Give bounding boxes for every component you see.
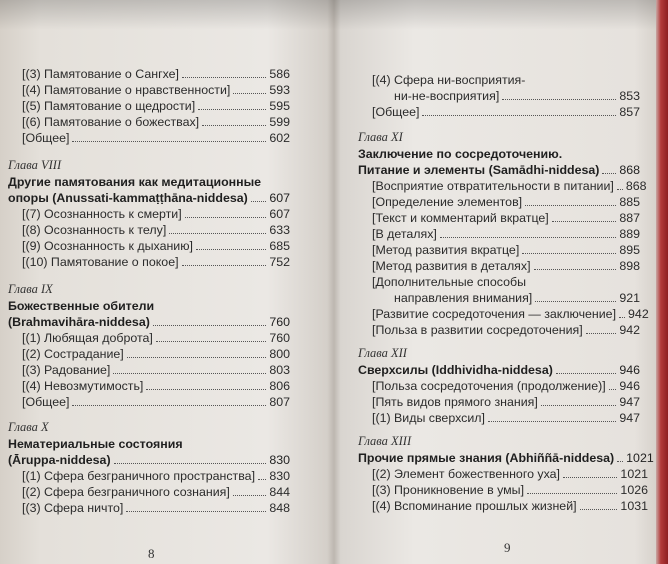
toc-entry bbox=[372, 322, 640, 338]
toc-entry bbox=[372, 242, 640, 258]
toc-entry bbox=[372, 394, 640, 410]
leader-dots bbox=[202, 125, 266, 126]
toc-entry-text: [(4) Невозмутимость] bbox=[22, 379, 144, 393]
right-page bbox=[340, 0, 656, 564]
toc-entry bbox=[22, 114, 290, 130]
leader-dots bbox=[127, 357, 267, 358]
toc-entry bbox=[372, 466, 648, 482]
toc-entry-page: 807 bbox=[269, 395, 290, 409]
toc-entry-page: 685 bbox=[269, 239, 290, 253]
toc-entry-page: 593 bbox=[269, 83, 290, 97]
toc-entry bbox=[372, 226, 640, 242]
toc-entry-text: [(1) Любящая доброта] bbox=[22, 331, 153, 345]
chapter-title-text: Прочие прямые знания (Abhiññā-niddesa) bbox=[358, 451, 615, 465]
toc-entry-page: 857 bbox=[619, 105, 640, 119]
toc-entry-text: [Дополнительные способы bbox=[372, 275, 526, 289]
toc-entry-text: [Общее] bbox=[372, 105, 420, 119]
toc-entry-text: [(9) Осознанность к дыханию] bbox=[22, 239, 193, 253]
toc-entry-text: [Определение элементов] bbox=[372, 195, 523, 209]
toc-entry-text: [(10) Памятование о покое] bbox=[22, 255, 179, 269]
toc-entry bbox=[22, 130, 290, 146]
chapter-page: 1021 bbox=[626, 451, 654, 465]
toc-entry bbox=[372, 498, 648, 514]
toc-entry bbox=[372, 210, 640, 226]
toc-entry-page: 760 bbox=[269, 331, 290, 345]
toc-entry bbox=[22, 378, 290, 394]
toc-entry-page: 921 bbox=[619, 291, 640, 305]
toc-entry-text: [Польза сосредоточения (продолжение)] bbox=[372, 379, 606, 393]
toc-entry-text: [(3) Сфера ничто] bbox=[22, 501, 124, 515]
toc-entry-text: [(5) Памятование о щедрости] bbox=[22, 99, 196, 113]
toc-entry-text: ни-не-восприятия] bbox=[394, 89, 500, 103]
toc-entry-page: 942 bbox=[628, 307, 649, 321]
toc-entry-page: 752 bbox=[269, 255, 290, 269]
toc-entry-page: 947 bbox=[619, 395, 640, 409]
toc-entry bbox=[372, 410, 640, 426]
leader-dots bbox=[198, 109, 266, 110]
leader-dots bbox=[527, 493, 617, 494]
toc-entry bbox=[22, 206, 290, 222]
leader-dots bbox=[196, 249, 266, 250]
toc-entry bbox=[22, 222, 290, 238]
chapter-page: 830 bbox=[269, 453, 290, 467]
leader-dots bbox=[609, 389, 617, 390]
leader-dots bbox=[233, 93, 266, 94]
toc-entry-text: [Пять видов прямого знания] bbox=[372, 395, 538, 409]
toc-entry-page: 607 bbox=[269, 207, 290, 221]
chapter-title-line bbox=[8, 452, 290, 468]
toc-entry-text: [(3) Радование] bbox=[22, 363, 111, 377]
toc-entry-page: 830 bbox=[269, 469, 290, 483]
toc-entry-page: 602 bbox=[269, 131, 290, 145]
toc-entry-page: 947 bbox=[619, 411, 640, 425]
chapter-title-text: (Brahmavihāra-niddesa) bbox=[8, 315, 150, 329]
toc-entry-text: [(2) Элемент божественного уха] bbox=[372, 467, 560, 481]
toc-entry bbox=[394, 88, 640, 104]
leader-dots bbox=[182, 265, 267, 266]
toc-entry-text: [(2) Сфера безграничного сознания] bbox=[22, 485, 230, 499]
leader-dots bbox=[552, 221, 617, 222]
toc-entry-page: 848 bbox=[269, 501, 290, 515]
toc-entry-page: 844 bbox=[269, 485, 290, 499]
toc-entry bbox=[22, 82, 290, 98]
leader-dots bbox=[185, 217, 267, 218]
leader-dots bbox=[522, 253, 616, 254]
toc-entry-text: [Польза в развитии сосредоточения] bbox=[372, 323, 583, 337]
toc-entry-text: [(4) Сфера ни-восприятия- bbox=[372, 73, 526, 87]
leader-dots bbox=[258, 479, 266, 480]
chapter-title-line bbox=[358, 450, 654, 466]
toc-entry-text: [(7) Осознанность к смерти] bbox=[22, 207, 182, 221]
toc-entry bbox=[372, 306, 649, 322]
page-number: 9 bbox=[504, 540, 511, 555]
leader-dots bbox=[617, 189, 623, 190]
toc-entry-page: 887 bbox=[619, 211, 640, 225]
chapter-title-line bbox=[8, 190, 290, 206]
toc-entry-text: [(4) Памятование о нравственности] bbox=[22, 83, 231, 97]
chapter-label: Глава XI bbox=[358, 130, 403, 144]
leader-dots bbox=[156, 341, 266, 342]
toc-entry bbox=[22, 468, 290, 484]
toc-entry bbox=[372, 104, 640, 120]
toc-entry-page: 853 bbox=[619, 89, 640, 103]
toc-entry-text: [(6) Памятование о божествах] bbox=[22, 115, 200, 129]
toc-entry-text: [Метод развития в деталях] bbox=[372, 259, 531, 273]
leader-dots bbox=[113, 373, 266, 374]
toc-entry bbox=[22, 66, 290, 82]
toc-entry-page: 895 bbox=[619, 243, 640, 257]
toc-entry-page: 803 bbox=[269, 363, 290, 377]
toc-entry-page: 595 bbox=[269, 99, 290, 113]
toc-entry-page: 586 bbox=[269, 67, 290, 81]
toc-entry-text: [(3) Проникновение в умы] bbox=[372, 483, 525, 497]
left-page bbox=[0, 0, 330, 564]
chapter-label: Глава XII bbox=[358, 346, 407, 360]
toc-entry bbox=[22, 500, 290, 516]
toc-entry-page: 889 bbox=[619, 227, 640, 241]
chapter-title-line bbox=[8, 314, 290, 330]
leader-dots bbox=[502, 99, 616, 100]
chapter-label: Глава IX bbox=[8, 282, 53, 296]
toc-entry bbox=[22, 362, 290, 378]
toc-entry-page: 1026 bbox=[620, 483, 648, 497]
toc-entry-page: 1021 bbox=[620, 467, 648, 481]
chapter-title-text: (Āruppa-niddesa) bbox=[8, 453, 111, 467]
toc-entry-page: 885 bbox=[619, 195, 640, 209]
toc-entry bbox=[22, 394, 290, 410]
book-edge bbox=[656, 0, 668, 564]
leader-dots bbox=[525, 205, 616, 206]
leader-dots bbox=[580, 509, 618, 510]
toc-entry-page: 1031 bbox=[620, 499, 648, 513]
leader-dots bbox=[488, 421, 616, 422]
toc-entry bbox=[22, 254, 290, 270]
leader-dots bbox=[602, 173, 616, 174]
toc-entry-text: направления внимания] bbox=[394, 291, 533, 305]
chapter-label: Глава XIII bbox=[358, 434, 412, 448]
leader-dots bbox=[72, 141, 266, 142]
leader-dots bbox=[556, 373, 616, 374]
toc-entry-page: 946 bbox=[619, 379, 640, 393]
toc-entry-text: [Метод развития вкратце] bbox=[372, 243, 520, 257]
toc-entry bbox=[22, 484, 290, 500]
toc-entry-text: [(1) Виды сверхсил] bbox=[372, 411, 485, 425]
toc-entry bbox=[372, 178, 647, 194]
toc-entry-text: [(8) Осознанность к телу] bbox=[22, 223, 167, 237]
chapter-title: Божественные обители bbox=[8, 299, 155, 313]
chapter-page: 607 bbox=[269, 191, 290, 205]
leader-dots bbox=[169, 233, 266, 234]
leader-dots bbox=[541, 405, 617, 406]
toc-entry-text: [Общее] bbox=[22, 395, 70, 409]
toc-entry-page: 599 bbox=[269, 115, 290, 129]
toc-entry-page: 942 bbox=[619, 323, 640, 337]
toc-entry-text: [(2) Сострадание] bbox=[22, 347, 124, 361]
leader-dots bbox=[535, 301, 616, 302]
leader-dots bbox=[233, 495, 267, 496]
toc-entry bbox=[22, 238, 290, 254]
leader-dots bbox=[619, 317, 625, 318]
leader-dots bbox=[251, 201, 267, 202]
toc-entry-text: [Общее] bbox=[22, 131, 70, 145]
toc-entry-text: [Развитие сосредоточения — заключение] bbox=[372, 307, 617, 321]
leader-dots bbox=[534, 269, 617, 270]
toc-entry bbox=[22, 98, 290, 114]
toc-entry bbox=[22, 346, 290, 362]
toc-entry-text: [(1) Сфера безграничного пространства] bbox=[22, 469, 256, 483]
leader-dots bbox=[153, 325, 266, 326]
leader-dots bbox=[422, 115, 616, 116]
chapter-page: 868 bbox=[619, 163, 640, 177]
toc-entry-text: [Текст и комментарий вкратце] bbox=[372, 211, 549, 225]
chapter-page: 760 bbox=[269, 315, 290, 329]
leader-dots bbox=[126, 511, 266, 512]
chapter-title: Другие памятования как медитационные bbox=[8, 175, 262, 189]
toc-entry-page: 800 bbox=[269, 347, 290, 361]
page-number: 8 bbox=[148, 546, 155, 561]
chapter-page: 946 bbox=[619, 363, 640, 377]
toc-entry bbox=[372, 482, 648, 498]
chapter-title-text: опоры (Anussati-kammaṭṭhāna-niddesa) bbox=[8, 191, 248, 205]
toc-entry-text: [Восприятие отвратительности в питании] bbox=[372, 179, 614, 193]
chapter-title-line bbox=[358, 162, 640, 178]
toc-entry bbox=[372, 72, 642, 88]
toc-entry bbox=[372, 274, 640, 290]
leader-dots bbox=[146, 389, 266, 390]
toc-entry bbox=[394, 290, 640, 306]
toc-entry-text: [В деталях] bbox=[372, 227, 437, 241]
chapter-title: Нематериальные состояния bbox=[8, 437, 183, 451]
chapter-title: Заключение по сосредоточению. bbox=[358, 147, 563, 161]
chapter-title-line bbox=[358, 362, 640, 378]
chapter-label: Глава X bbox=[8, 420, 49, 434]
toc-entry bbox=[372, 194, 640, 210]
toc-entry-text: [(3) Памятование о Сангхе] bbox=[22, 67, 179, 81]
toc-entry-page: 898 bbox=[619, 259, 640, 273]
chapter-title-text: Питание и элементы (Samādhi-niddesa) bbox=[358, 163, 600, 177]
leader-dots bbox=[563, 477, 617, 478]
toc-entry bbox=[372, 258, 640, 274]
leader-dots bbox=[182, 77, 266, 78]
toc-entry-text: [(4) Вспоминание прошлых жизней] bbox=[372, 499, 577, 513]
toc-entry bbox=[22, 330, 290, 346]
leader-dots bbox=[114, 463, 267, 464]
leader-dots bbox=[72, 405, 266, 406]
leader-dots bbox=[617, 461, 623, 462]
chapter-title-text: Сверхсилы (Iddhividha-niddesa) bbox=[358, 363, 553, 377]
leader-dots bbox=[586, 333, 617, 334]
toc-entry-page: 806 bbox=[269, 379, 290, 393]
toc-entry bbox=[372, 378, 640, 394]
chapter-label: Глава VIII bbox=[8, 158, 62, 172]
toc-entry-page: 868 bbox=[625, 179, 647, 193]
leader-dots bbox=[440, 237, 616, 238]
toc-entry-page: 633 bbox=[269, 223, 290, 237]
